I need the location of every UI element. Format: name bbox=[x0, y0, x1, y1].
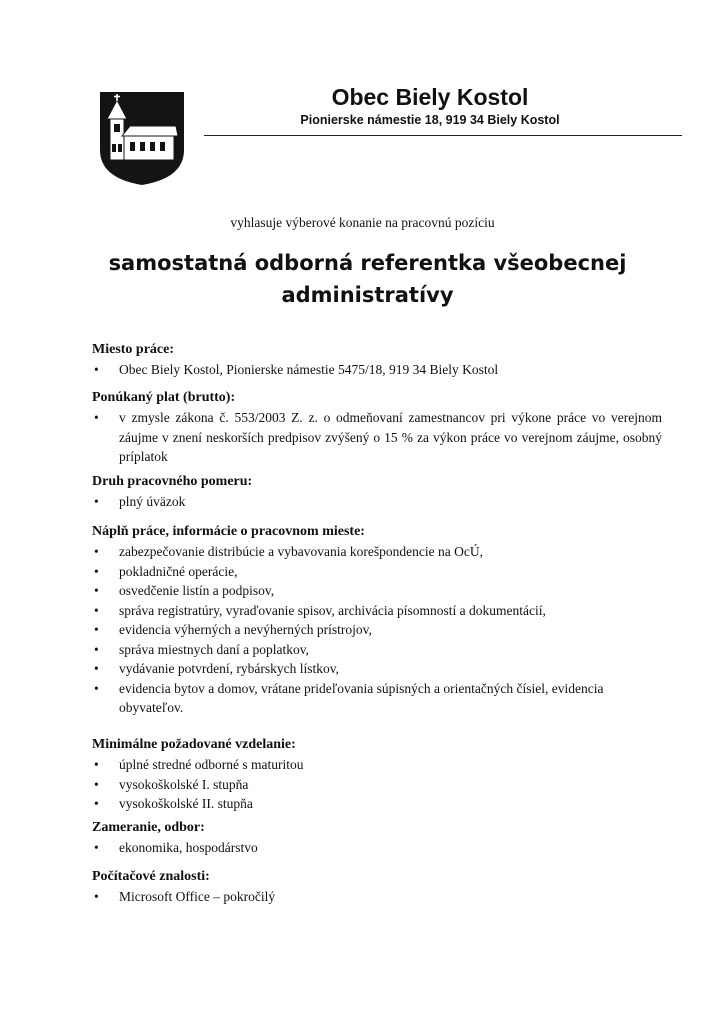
section-field bbox=[92, 820, 662, 858]
section-employment-type bbox=[92, 474, 662, 512]
section-salary bbox=[92, 390, 662, 467]
list-item: • vydávanie potvrdení, rybárskych lístkov, bbox=[92, 659, 662, 679]
section-heading: Náplň práce, informácie o pracovnom mieste: bbox=[92, 524, 365, 539]
list-item: • Obec Biely Kostol, Pionierske námestie 5475/18, 919 34 Biely Kostol bbox=[92, 360, 662, 380]
list-item: • zabezpečovanie distribúcie a vybavovania korešpondencie na OcÚ, bbox=[92, 542, 662, 562]
section-list bbox=[92, 492, 662, 512]
list-item: • plný úväzok bbox=[92, 492, 662, 512]
intro-text: vyhlasuje výberové konanie na pracovnú pozíciu bbox=[230, 215, 495, 230]
coat-of-arms-logo bbox=[96, 90, 188, 186]
section-computer-skills bbox=[92, 869, 662, 907]
list-item: • správa miestnych daní a poplatkov, bbox=[92, 640, 662, 660]
list-item: • vysokoškolské II. stupňa bbox=[92, 794, 662, 814]
list-item: • pokladničné operácie, bbox=[92, 562, 662, 582]
list-item: • správa registratúry, vyraďovanie spisov, archivácia písomností a dokumentácií, bbox=[92, 601, 662, 621]
list-item: • v zmysle zákona č. 553/2003 Z. z. o odmeňovaní zamestnancov pri výkone práce vo verejnom záujme v znení neskorších predpisov zvýšený o 15 % za výkon práce vo verejnom záujme, osobný príplatok bbox=[92, 408, 662, 467]
list-item: • úplné stredné odborné s maturitou bbox=[92, 755, 662, 775]
section-heading: Druh pracovného pomeru: bbox=[92, 474, 253, 489]
municipality-name: Obec Biely Kostol bbox=[331, 84, 529, 110]
position-title-line-1: samostatná odborná referentka všeobecnej bbox=[108, 251, 627, 275]
section-list bbox=[92, 755, 662, 814]
section-job-description bbox=[92, 524, 662, 718]
section-heading: Zameranie, odbor: bbox=[92, 820, 205, 835]
position-title-line-2: administratívy bbox=[281, 283, 454, 307]
section-heading: Minimálne požadované vzdelanie: bbox=[92, 737, 296, 752]
list-item: • evidencia výherných a nevýherných prístrojov, bbox=[92, 620, 662, 640]
section-education bbox=[92, 737, 662, 814]
section-list bbox=[92, 360, 662, 380]
section-list bbox=[92, 838, 662, 858]
section-heading: Miesto práce: bbox=[92, 342, 175, 357]
section-workplace bbox=[92, 342, 662, 380]
municipality-address: Pionierske námestie 18, 919 34 Biely Kostol bbox=[300, 113, 560, 127]
list-item: • Microsoft Office – pokročilý bbox=[92, 887, 662, 907]
header-divider bbox=[204, 135, 682, 136]
list-item: • osvedčenie listín a podpisov, bbox=[92, 581, 662, 601]
list-item: • evidencia bytov a domov, vrátane prideľovania súpisných a orientačných čísiel, evidencia obyvateľov. bbox=[92, 679, 662, 718]
section-heading: Ponúkaný plat (brutto): bbox=[92, 390, 236, 405]
section-list bbox=[92, 887, 662, 907]
list-item: • ekonomika, hospodárstvo bbox=[92, 838, 662, 858]
section-heading: Počítačové znalosti: bbox=[92, 869, 210, 884]
section-list bbox=[92, 542, 662, 718]
list-item: • vysokoškolské I. stupňa bbox=[92, 775, 662, 795]
section-list bbox=[92, 408, 662, 467]
position-title bbox=[100, 247, 635, 311]
